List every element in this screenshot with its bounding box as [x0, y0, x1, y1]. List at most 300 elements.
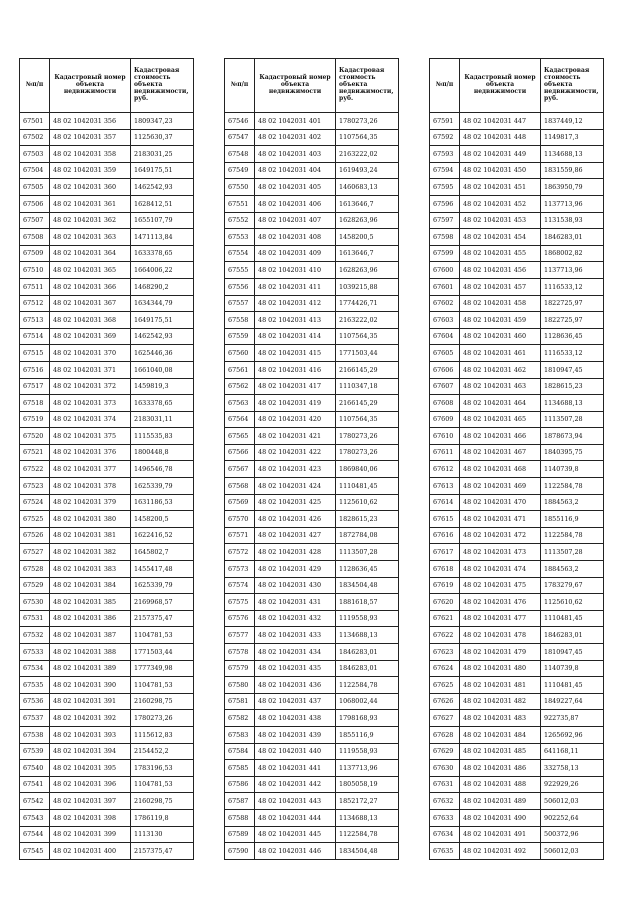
row-number: 67559	[225, 328, 255, 345]
table-row	[20, 693, 194, 710]
cadastral-cost: 2154452,2	[131, 743, 194, 760]
table-row	[225, 245, 399, 262]
row-number: 67598	[430, 229, 460, 246]
row-number: 67545	[20, 843, 50, 860]
table-row	[430, 793, 604, 810]
table-row	[430, 627, 604, 644]
cadastral-cost: 1783279,67	[541, 577, 604, 594]
cadastral-cost: 1113507,28	[541, 544, 604, 561]
table-row	[20, 444, 194, 461]
row-number: 67524	[20, 494, 50, 511]
cadastral-cost: 1800448,8	[131, 444, 194, 461]
table-row	[430, 760, 604, 777]
row-number: 67558	[225, 312, 255, 329]
cadastral-number: 48 02 1042031 465	[460, 411, 541, 428]
row-number: 67619	[430, 577, 460, 594]
row-number: 67593	[430, 146, 460, 163]
cadastral-cost: 1780273,26	[336, 428, 399, 445]
cadastral-cost: 1810947,45	[541, 644, 604, 661]
table-row	[430, 809, 604, 826]
row-number: 67605	[430, 345, 460, 362]
cadastral-number: 48 02 1042031 376	[50, 444, 131, 461]
table-row	[20, 644, 194, 661]
cadastral-cost: 1810947,45	[541, 361, 604, 378]
table-row	[20, 361, 194, 378]
cadastral-cost: 1872784,08	[336, 527, 399, 544]
cadastral-cost: 1786119,8	[131, 809, 194, 826]
row-number: 67507	[20, 212, 50, 229]
table-row	[20, 610, 194, 627]
cadastral-number: 48 02 1042031 403	[255, 146, 336, 163]
table-row	[20, 710, 194, 727]
row-number: 67530	[20, 594, 50, 611]
cadastral-number: 48 02 1042031 362	[50, 212, 131, 229]
cadastral-cost: 1834504,48	[336, 577, 399, 594]
row-number: 67622	[430, 627, 460, 644]
row-number: 67529	[20, 577, 50, 594]
table-row	[20, 627, 194, 644]
cadastral-number: 48 02 1042031 448	[460, 129, 541, 146]
table-row	[430, 494, 604, 511]
row-number: 67509	[20, 245, 50, 262]
cadastral-number: 48 02 1042031 480	[460, 660, 541, 677]
cadastral-number: 48 02 1042031 417	[255, 378, 336, 395]
cadastral-cost: 1122584,78	[541, 478, 604, 495]
cadastral-number: 48 02 1042031 492	[460, 843, 541, 860]
table-row	[430, 245, 604, 262]
row-number: 67515	[20, 345, 50, 362]
header-row	[225, 59, 399, 113]
cadastral-number: 48 02 1042031 368	[50, 312, 131, 329]
cadastral-cost: 1628412,51	[131, 195, 194, 212]
cadastral-cost: 1110481,45	[541, 677, 604, 694]
cadastral-number: 48 02 1042031 485	[460, 743, 541, 760]
table-row	[20, 594, 194, 611]
cadastral-number: 48 02 1042031 474	[460, 561, 541, 578]
cadastral-cost: 1140739,8	[541, 660, 604, 677]
row-number: 67610	[430, 428, 460, 445]
cadastral-number: 48 02 1042031 422	[255, 444, 336, 461]
row-number: 67514	[20, 328, 50, 345]
row-number: 67614	[430, 494, 460, 511]
row-number: 67532	[20, 627, 50, 644]
cadastral-cost: 1863950,79	[541, 179, 604, 196]
cadastral-cost: 1039215,88	[336, 278, 399, 295]
cadastral-cost: 1460683,13	[336, 179, 399, 196]
cadastral-cost: 1137713,96	[336, 760, 399, 777]
row-number: 67516	[20, 361, 50, 378]
cadastral-cost: 922929,26	[541, 776, 604, 793]
table-row	[225, 162, 399, 179]
cadastral-cost: 1125630,37	[131, 129, 194, 146]
cadastral-number: 48 02 1042031 470	[460, 494, 541, 511]
cadastral-number: 48 02 1042031 466	[460, 428, 541, 445]
cadastral-number: 48 02 1042031 414	[255, 328, 336, 345]
cadastral-cost: 1104781,53	[131, 677, 194, 694]
row-number: 67519	[20, 411, 50, 428]
cadastral-number: 48 02 1042031 483	[460, 710, 541, 727]
cadastral-cost: 1107564,35	[336, 328, 399, 345]
cadastral-cost: 1780273,26	[336, 444, 399, 461]
cadastral-cost: 1134688,13	[336, 809, 399, 826]
cadastral-cost: 1110481,45	[541, 610, 604, 627]
row-number: 67608	[430, 395, 460, 412]
cadastral-cost: 1134688,13	[541, 146, 604, 163]
cadastral-number: 48 02 1042031 472	[460, 527, 541, 544]
cadastral-number: 48 02 1042031 429	[255, 561, 336, 578]
cadastral-cost: 1459819,3	[131, 378, 194, 395]
row-number: 67583	[225, 726, 255, 743]
cadastral-cost: 1628263,96	[336, 262, 399, 279]
header-cadastral-number: Кадастровый номер объекта недвижимости	[255, 59, 336, 113]
table-row	[20, 179, 194, 196]
cadastral-cost: 1619493,24	[336, 162, 399, 179]
cadastral-cost: 1107564,35	[336, 129, 399, 146]
cadastral-number: 48 02 1042031 488	[460, 776, 541, 793]
cadastral-number: 48 02 1042031 471	[460, 511, 541, 528]
row-number: 67556	[225, 278, 255, 295]
table-row	[20, 461, 194, 478]
row-number: 67525	[20, 511, 50, 528]
cadastral-number: 48 02 1042031 406	[255, 195, 336, 212]
table-row	[430, 743, 604, 760]
table-row	[225, 328, 399, 345]
table-row	[225, 743, 399, 760]
row-number: 67568	[225, 478, 255, 495]
cadastral-cost: 1837449,12	[541, 113, 604, 130]
cadastral-number: 48 02 1042031 373	[50, 395, 131, 412]
row-number: 67633	[430, 809, 460, 826]
cadastral-number: 48 02 1042031 476	[460, 594, 541, 611]
table-row	[225, 444, 399, 461]
table-row	[20, 345, 194, 362]
table-row	[430, 411, 604, 428]
table-row	[225, 776, 399, 793]
row-number: 67615	[430, 511, 460, 528]
row-number: 67574	[225, 577, 255, 594]
cadastral-number: 48 02 1042031 407	[255, 212, 336, 229]
cadastral-number: 48 02 1042031 372	[50, 378, 131, 395]
row-number: 67535	[20, 677, 50, 694]
cadastral-cost: 1104781,53	[131, 776, 194, 793]
cadastral-cost: 1104781,53	[131, 627, 194, 644]
cadastral-cost: 2183031,11	[131, 411, 194, 428]
cadastral-number: 48 02 1042031 489	[460, 793, 541, 810]
row-number: 67541	[20, 776, 50, 793]
cadastral-number: 48 02 1042031 361	[50, 195, 131, 212]
cadastral-cost: 1068002,44	[336, 693, 399, 710]
row-number: 67520	[20, 428, 50, 445]
cadastral-cost: 1846283,01	[336, 660, 399, 677]
table-row	[20, 793, 194, 810]
table-row	[20, 544, 194, 561]
cadastral-cost: 1625339,79	[131, 577, 194, 594]
table-row	[430, 262, 604, 279]
cadastral-number: 48 02 1042031 412	[255, 295, 336, 312]
cadastral-number: 48 02 1042031 467	[460, 444, 541, 461]
cadastral-cost: 1771503,44	[131, 644, 194, 661]
cadastral-cost: 2157375,47	[131, 843, 194, 860]
row-number: 67623	[430, 644, 460, 661]
cadastral-number: 48 02 1042031 395	[50, 760, 131, 777]
row-number: 67548	[225, 146, 255, 163]
cadastral-cost: 1113130	[131, 826, 194, 843]
cadastral-number: 48 02 1042031 464	[460, 395, 541, 412]
cadastral-number: 48 02 1042031 356	[50, 113, 131, 130]
cadastral-cost: 1137713,96	[541, 195, 604, 212]
cadastral-cost: 1134688,13	[541, 395, 604, 412]
cadastral-number: 48 02 1042031 394	[50, 743, 131, 760]
cadastral-cost: 2163222,02	[336, 146, 399, 163]
row-number: 67616	[430, 527, 460, 544]
cadastral-cost: 1115612,83	[131, 726, 194, 743]
cadastral-number: 48 02 1042031 424	[255, 478, 336, 495]
row-number: 67550	[225, 179, 255, 196]
cadastral-number: 48 02 1042031 427	[255, 527, 336, 544]
row-number: 67570	[225, 511, 255, 528]
cadastral-number: 48 02 1042031 434	[255, 644, 336, 661]
header-number: №п/п	[430, 59, 460, 113]
cadastral-cost: 1265692,96	[541, 726, 604, 743]
table-row	[20, 245, 194, 262]
cadastral-cost: 1828615,23	[336, 511, 399, 528]
cadastral-number: 48 02 1042031 421	[255, 428, 336, 445]
row-number: 67599	[430, 245, 460, 262]
row-number: 67590	[225, 843, 255, 860]
cadastral-number: 48 02 1042031 370	[50, 345, 131, 362]
row-number: 67501	[20, 113, 50, 130]
cadastral-number: 48 02 1042031 484	[460, 726, 541, 743]
table-row	[20, 826, 194, 843]
table-row	[20, 395, 194, 412]
table-row	[430, 295, 604, 312]
table-row	[20, 295, 194, 312]
cadastral-cost: 1468290,2	[131, 278, 194, 295]
header-cadastral-cost: Кадастровая стоимость объекта недвижимости, руб.	[336, 59, 399, 113]
table-row	[430, 212, 604, 229]
cadastral-cost: 1625446,36	[131, 345, 194, 362]
cadastral-cost: 1878673,94	[541, 428, 604, 445]
row-number: 67596	[430, 195, 460, 212]
cadastral-cost: 1655107,79	[131, 212, 194, 229]
row-number: 67528	[20, 561, 50, 578]
cadastral-number: 48 02 1042031 446	[255, 843, 336, 860]
row-number: 67505	[20, 179, 50, 196]
cadastral-cost: 1122584,78	[541, 527, 604, 544]
table-row	[225, 179, 399, 196]
cadastral-cost: 1852172,27	[336, 793, 399, 810]
table-row	[20, 113, 194, 130]
cadastral-number: 48 02 1042031 380	[50, 511, 131, 528]
cadastral-number: 48 02 1042031 378	[50, 478, 131, 495]
row-number: 67555	[225, 262, 255, 279]
cadastral-number: 48 02 1042031 398	[50, 809, 131, 826]
table-row	[225, 710, 399, 727]
cadastral-number: 48 02 1042031 468	[460, 461, 541, 478]
table-row	[20, 843, 194, 860]
table-row	[20, 146, 194, 163]
cadastral-number: 48 02 1042031 444	[255, 809, 336, 826]
cadastral-cost: 2163222,02	[336, 312, 399, 329]
cadastral-number: 48 02 1042031 415	[255, 345, 336, 362]
row-number: 67617	[430, 544, 460, 561]
table-row	[430, 577, 604, 594]
row-number: 67631	[430, 776, 460, 793]
table-row	[225, 113, 399, 130]
cadastral-number: 48 02 1042031 449	[460, 146, 541, 163]
row-number: 67624	[430, 660, 460, 677]
row-number: 67630	[430, 760, 460, 777]
cadastral-number: 48 02 1042031 450	[460, 162, 541, 179]
table-row	[20, 229, 194, 246]
row-number: 67635	[430, 843, 460, 860]
cadastral-cost: 1822725,97	[541, 312, 604, 329]
table-row	[20, 776, 194, 793]
cadastral-cost: 506012,03	[541, 793, 604, 810]
row-number: 67604	[430, 328, 460, 345]
cadastral-number: 48 02 1042031 404	[255, 162, 336, 179]
cadastral-cost: 1115535,83	[131, 428, 194, 445]
row-number: 67510	[20, 262, 50, 279]
cadastral-number: 48 02 1042031 491	[460, 826, 541, 843]
cadastral-number: 48 02 1042031 416	[255, 361, 336, 378]
row-number: 67589	[225, 826, 255, 843]
cadastral-number: 48 02 1042031 481	[460, 677, 541, 694]
table-row	[225, 146, 399, 163]
cadastral-cost: 1455417,48	[131, 561, 194, 578]
cadastral-number: 48 02 1042031 387	[50, 627, 131, 644]
row-number: 67611	[430, 444, 460, 461]
cadastral-number: 48 02 1042031 365	[50, 262, 131, 279]
table-row	[430, 826, 604, 843]
cadastral-number: 48 02 1042031 369	[50, 328, 131, 345]
table-row	[225, 212, 399, 229]
table-row	[225, 278, 399, 295]
table-row	[225, 726, 399, 743]
cadastral-cost: 1849227,64	[541, 693, 604, 710]
row-number: 67595	[430, 179, 460, 196]
table-row	[225, 693, 399, 710]
cadastral-number: 48 02 1042031 435	[255, 660, 336, 677]
row-number: 67603	[430, 312, 460, 329]
row-number: 67549	[225, 162, 255, 179]
cadastral-cost: 1664006,22	[131, 262, 194, 279]
cadastral-number: 48 02 1042031 490	[460, 809, 541, 826]
cadastral-number: 48 02 1042031 405	[255, 179, 336, 196]
cadastral-number: 48 02 1042031 409	[255, 245, 336, 262]
cadastral-cost: 500372,96	[541, 826, 604, 843]
cadastral-cost: 1119558,93	[336, 743, 399, 760]
cadastral-number: 48 02 1042031 381	[50, 527, 131, 544]
table-row	[225, 594, 399, 611]
cadastral-number: 48 02 1042031 457	[460, 278, 541, 295]
row-number: 67538	[20, 726, 50, 743]
cadastral-number: 48 02 1042031 436	[255, 677, 336, 694]
cadastral-cost: 1134688,13	[336, 627, 399, 644]
header-number: №п/п	[20, 59, 50, 113]
table-row	[225, 195, 399, 212]
row-number: 67572	[225, 544, 255, 561]
cadastral-number: 48 02 1042031 426	[255, 511, 336, 528]
table-row	[20, 212, 194, 229]
cadastral-cost: 1771503,44	[336, 345, 399, 362]
row-number: 67502	[20, 129, 50, 146]
row-number: 67601	[430, 278, 460, 295]
row-number: 67628	[430, 726, 460, 743]
cadastral-number: 48 02 1042031 399	[50, 826, 131, 843]
header-cadastral-cost: Кадастровая стоимость объекта недвижимости, руб.	[131, 59, 194, 113]
row-number: 67508	[20, 229, 50, 246]
table-row	[20, 726, 194, 743]
cadastral-cost: 1661040,08	[131, 361, 194, 378]
cadastral-number: 48 02 1042031 386	[50, 610, 131, 627]
row-number: 67504	[20, 162, 50, 179]
cadastral-cost: 1131538,93	[541, 212, 604, 229]
cadastral-cost: 1122584,78	[336, 677, 399, 694]
cadastral-number: 48 02 1042031 433	[255, 627, 336, 644]
row-number: 67582	[225, 710, 255, 727]
row-number: 67503	[20, 146, 50, 163]
cadastral-number: 48 02 1042031 413	[255, 312, 336, 329]
row-number: 67534	[20, 660, 50, 677]
header-cadastral-number: Кадастровый номер объекта недвижимости	[460, 59, 541, 113]
table-row	[225, 312, 399, 329]
row-number: 67584	[225, 743, 255, 760]
header-row	[20, 59, 194, 113]
row-number: 67553	[225, 229, 255, 246]
table-row	[430, 544, 604, 561]
row-number: 67580	[225, 677, 255, 694]
table-row	[430, 361, 604, 378]
table-row	[20, 511, 194, 528]
row-number: 67564	[225, 411, 255, 428]
cadastral-number: 48 02 1042031 400	[50, 843, 131, 860]
cadastral-number: 48 02 1042031 410	[255, 262, 336, 279]
cadastral-cost: 1107564,35	[336, 411, 399, 428]
cadastral-number: 48 02 1042031 458	[460, 295, 541, 312]
table-row	[20, 577, 194, 594]
table-row	[430, 312, 604, 329]
cadastral-number: 48 02 1042031 482	[460, 693, 541, 710]
table-row	[225, 494, 399, 511]
cadastral-cost: 1613646,7	[336, 245, 399, 262]
table-row	[430, 527, 604, 544]
table-row	[20, 129, 194, 146]
cadastral-number: 48 02 1042031 392	[50, 710, 131, 727]
row-number: 67557	[225, 295, 255, 312]
cadastral-cost: 1149817,3	[541, 129, 604, 146]
table-row	[430, 278, 604, 295]
cadastral-cost: 1809347,23	[131, 113, 194, 130]
cadastral-number: 48 02 1042031 393	[50, 726, 131, 743]
cadastral-number: 48 02 1042031 363	[50, 229, 131, 246]
row-number: 67521	[20, 444, 50, 461]
row-number: 67606	[430, 361, 460, 378]
table-row	[430, 428, 604, 445]
table-row	[20, 428, 194, 445]
cadastral-cost: 2157375,47	[131, 610, 194, 627]
cadastral-number: 48 02 1042031 440	[255, 743, 336, 760]
cadastral-cost: 1780273,26	[131, 710, 194, 727]
cadastral-number: 48 02 1042031 385	[50, 594, 131, 611]
cadastral-cost: 1116533,12	[541, 345, 604, 362]
cadastral-number: 48 02 1042031 379	[50, 494, 131, 511]
cadastral-cost: 1649175,51	[131, 162, 194, 179]
table-row	[225, 793, 399, 810]
table-row	[20, 743, 194, 760]
cadastral-cost: 1140739,8	[541, 461, 604, 478]
row-number: 67554	[225, 245, 255, 262]
